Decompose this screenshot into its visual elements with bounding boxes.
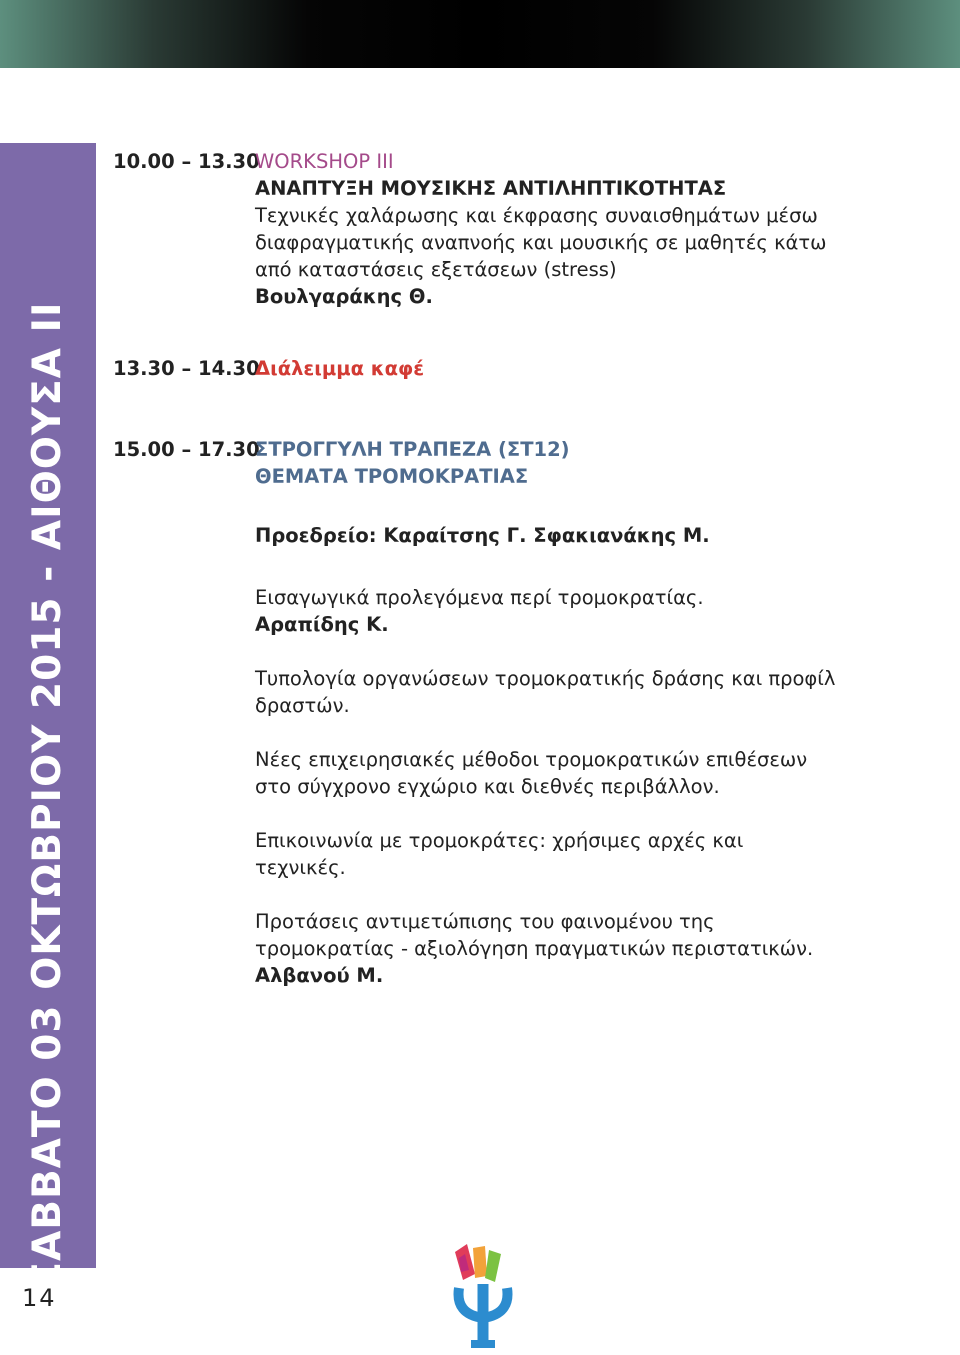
talk-title: Τυπολογία οργανώσεων τρομοκρατικής δράσης και προφίλ δραστών. [255,667,836,717]
talk-item [255,827,840,881]
session-subtitle: ΑΝΑΠΤΥΞΗ ΜΟΥΣΙΚΗΣ ΑΝΤΙΛΗΠΤΙΚΟΤΗΤΑΣ [255,177,727,200]
talk-item [255,584,840,638]
talk-title: Προτάσεις αντιμετώπισης του φαινομένου της τρομοκρατίας - αξιολόγηση πραγματικών περιστατικών. [255,910,814,960]
session-time: 13.30 – 14.30 [113,357,260,380]
session-content [255,436,840,989]
sidebar-heading: ΣΑΒΒΑΤΟ 03 ΟΚΤΩΒΡΙΟΥ 2015 - ΑΙΘΟΥΣΑ ΙΙ [25,301,70,1289]
session-author: Βουλγαράκης Θ. [255,285,433,308]
talk-item [255,665,840,719]
session-title: ΣΤΡΟΓΓΥΛΗ ΤΡΑΠΕΖΑ (ΣΤ12) [255,438,570,461]
session-subtitle: ΘΕΜΑΤΑ ΤΡΟΜΟΚΡΑΤΙΑΣ [255,465,529,488]
page-number: 14 [22,1284,57,1312]
session-chairs: Προεδρείο: Καραίτσης Γ. Σφακιανάκης Μ. [255,524,710,547]
talk-title: Νέες επιχειρησιακές μέθοδοι τρομοκρατικών επιθέσεων στο σύγχρονο εγχώριο και διεθνές περιβάλλον. [255,748,808,798]
session-content [255,355,840,382]
talk-item [255,908,840,989]
talk-title: Επικοινωνία με τρομοκράτες: χρήσιμες αρχές και τεχνικές. [255,829,744,879]
talk-author: Αραπίδης Κ. [255,613,389,636]
talk-title: Εισαγωγικά προλεγόμενα περί τρομοκρατίας. [255,586,704,609]
session-description: Τεχνικές χαλάρωσης και έκφρασης συναισθημάτων μέσω διαφραγματικής αναπνοής και μουσικής σε μαθητές κάτω από καταστάσεις εξετάσεων (stress) [255,204,827,281]
talk-item [255,746,840,800]
session-time: 10.00 – 13.30 [113,150,260,173]
psi-logo-icon [445,1244,525,1352]
session-title: Διάλειμμα καφέ [255,357,425,380]
talk-author: Αλβανού Μ. [255,964,384,987]
session-time: 15.00 – 17.30 [113,438,260,461]
session-content [255,148,840,310]
header-band [0,0,960,68]
session-title: WORKSHOP III [255,150,394,173]
